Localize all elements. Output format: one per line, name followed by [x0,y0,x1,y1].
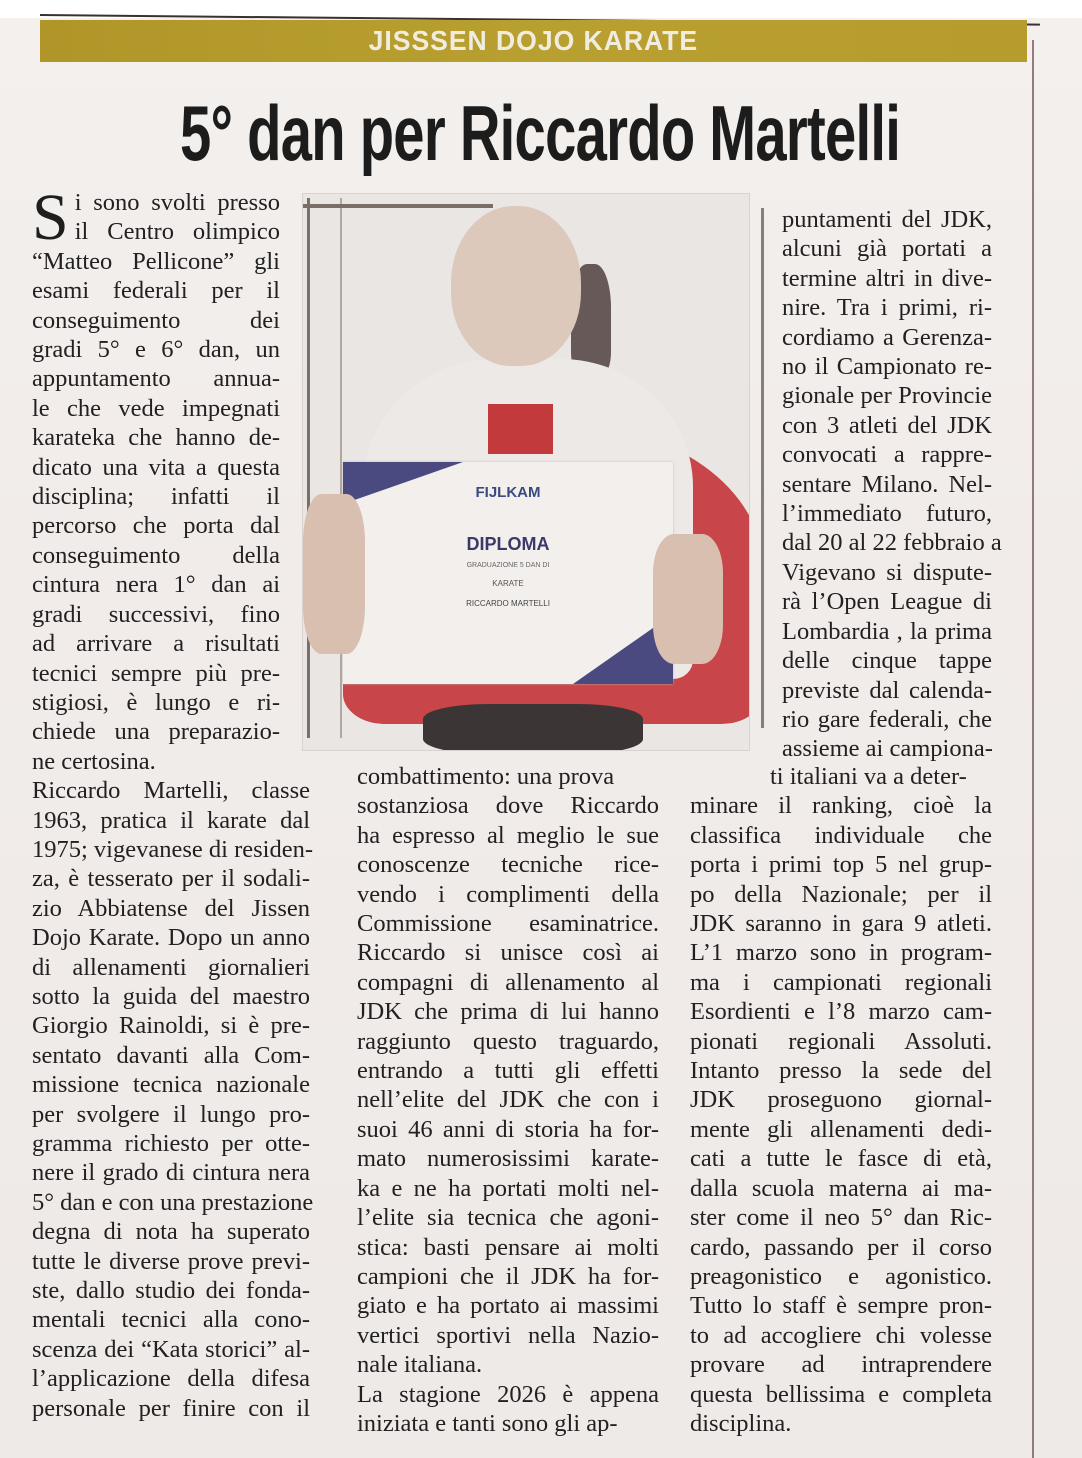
text-line: chiede una preparazio- [32,718,280,746]
text-line: appuntamento annua- [32,365,280,393]
text-line: puntamenti del JDK, [782,206,992,233]
text-line: Vigevano si disputе- [782,558,992,586]
clipping-right-edge [1032,40,1034,1458]
text-line: le che vede impegnati [32,394,280,422]
text-line: “Matteo Pellicone” gli [32,247,280,275]
text-line: entrando a tutti gli effetti [357,1057,659,1085]
door-frame-top [303,204,493,208]
text-line: tutte le diverse prove previ- [32,1247,310,1275]
person-head [451,206,581,366]
text-line: JDK proseguono giornal- [690,1086,992,1114]
text-line: di allenamenti giornalieri [32,953,310,981]
text-line: ka e ne ha portati molti nel- [357,1174,659,1202]
text-line: vertici sportivi nella Nazio- [357,1321,659,1349]
text-line: za, è tesserato per il sodali- [32,865,310,893]
text-line: conoscenze tecniche rice- [357,851,659,879]
text-line: campioni che il JDK ha for- [357,1262,659,1290]
text-line: mente gli allenamenti dedi- [690,1115,992,1143]
text-line: ti italiani va a deter- [770,763,967,790]
text-line: gionale per Provincie [782,382,992,410]
text-line: conseguimento della [32,541,280,569]
text-line: l’immediato futuro, [782,500,992,528]
text-line: L’1 marzo sono in program- [690,939,992,967]
column-rule [761,208,764,728]
text-line: 5° dan e con una prestazione [32,1188,314,1216]
text-line: nale italiana. [357,1351,483,1379]
text-line: ne certosina. [32,747,156,775]
text-line: ma i campionati regionali [690,968,992,996]
article-column-2 [357,762,659,1438]
text-line: po della Nazionale; per il [690,880,992,908]
text-line: conseguimento dei [32,306,280,334]
text-line: karateka che hanno de- [32,424,280,452]
text-line: con 3 atleti del JDK [782,411,992,439]
text-line: porta i primi top 5 nel grup- [690,851,992,879]
text-line: zio Abbiatense del Jissen [32,894,310,922]
text-line: il Centro olimpico [74,218,280,246]
diploma-subtitle: GRADUAZIONE 5 DAN DI [466,562,550,569]
text-line: Dojo Karate. Dopo un anno [32,924,310,952]
text-line: nere il grado di cintura nera [32,1159,310,1187]
diploma-discipline: KARATE [492,579,524,588]
text-line: termine altri in dive- [782,264,992,292]
text-line: cintura nera 1° dan ai [32,571,280,599]
text-line: Commissione esaminatrice. [357,910,659,938]
left-hand [303,494,365,654]
text-line: gradi 5° e 6° dan, un [32,336,280,364]
text-line: Tutto lo staff è sempre pron- [690,1292,992,1320]
text-line: giato e ha portato ai massimi [357,1292,659,1320]
text-line: sentato davanti alla Com- [32,1041,310,1069]
text-line: per svolgere il lungo pro- [32,1100,310,1128]
text-line: stigiosi, è lungo e ri- [32,688,280,716]
text-line: Riccardo si unisce così ai [357,939,659,967]
black-belt [423,704,643,751]
text-line: suoi 46 anni di storia ha for- [357,1115,659,1143]
text-line: rà l’Open League di [782,588,992,616]
text-line: cordiamo a Gerenza- [782,323,992,351]
text-line: preagonistico e agonistico. [690,1262,992,1290]
text-line: raggiunto questo traguardo, [357,1027,659,1055]
diploma-title: DIPLOMA [466,534,550,554]
text-line: alcuni già portati a [782,235,992,263]
text-line: JDK che prima di lui hanno [357,998,659,1026]
text-line: ha espresso al meglio le sue [357,821,659,849]
article-column-3-top [782,205,1002,764]
text-line: dicato una vita a questa [32,453,280,481]
text-line: ster come il neo 5° dan Ric- [690,1204,992,1232]
text-line: l’elite sia tecnica che agoni- [357,1204,659,1232]
article-photo [302,193,750,751]
text-line: gramma richiesto per otte- [32,1130,310,1157]
section-kicker-banner [40,20,1027,62]
article-column-3-bottom [690,762,992,1438]
text-line: sentare Milano. Nel- [782,470,992,498]
text-line: cardo, passando per il corso [690,1233,992,1261]
text-line: disciplina; infatti il [32,483,280,511]
text-line: rio gare federali, che [782,705,992,733]
text-line: tecnici sempre più pre- [32,659,280,687]
text-line: scenza dei “Kata storici” al- [32,1335,310,1363]
text-line: mato numerosissimi karate- [357,1145,659,1173]
text-line: questa bellissima e completa [690,1380,992,1408]
text-line: cati a tutte le fasce di età, [690,1145,992,1173]
text-line: La stagione 2026 è appena [357,1380,659,1408]
text-line: ad arrivare a risultati [32,630,280,658]
text-line: sotto la guida del maestro [32,982,310,1010]
text-line: esami federali per il [32,277,280,305]
text-line: minare il ranking, cioè la [690,792,992,820]
text-line: assieme ai campiona- [782,735,993,763]
text-line: Esordienti e l’8 marzo cam- [690,998,992,1026]
drop-cap: S [32,181,69,254]
diploma-logo: FIJLKAM [475,484,541,501]
text-line: sostanziosa dove Riccardo [357,792,659,820]
text-line: missione tecnica nazionale [32,1071,310,1099]
headline-text: 5° dan per Riccardo Martelli [179,88,901,177]
text-line: combattimento: una prova [357,763,615,790]
diploma-name: RICCARDO MARTELLI [466,599,550,608]
text-line: convocati a rappre- [782,441,992,469]
text-line: iniziata e tanti sono gli ap- [357,1409,618,1437]
article-column-1 [32,181,314,1423]
text-line: degna di nota ha superato [32,1218,310,1246]
text-line: Riccardo Martelli, classe [32,777,310,805]
text-line: to ad accogliere chi volesse [690,1321,992,1349]
text-line: no il Campionato re- [782,353,992,381]
text-line: nire. Tra i primi, ri- [782,294,992,322]
text-line: compagni di allenamento al [357,968,659,996]
text-line: nell’elite del JDK che con i [357,1086,659,1114]
text-line: percorso che porta dal [32,512,280,540]
text-line: delle cinque tappe [782,647,992,675]
text-line: vendo i complimenti della [357,880,659,908]
text-line: dalla scuola materna ai ma- [690,1174,992,1202]
text-line: 1963, pratica il karate dal [32,806,310,834]
red-shirt [488,404,553,454]
text-line: mentali tecnici alla cono- [32,1306,310,1334]
text-line: dal 20 al 22 febbraio a [782,529,1002,557]
text-line: Giorgio Rainoldi, si è pre- [32,1012,310,1040]
door-frame [307,198,342,738]
text-line: stica: basti pensare ai molti [357,1233,659,1261]
text-line: disciplina. [690,1409,792,1437]
text-line: Intanto presso la sede del [690,1057,992,1085]
text-line: personale per finire con il [32,1394,310,1422]
text-line: provare ad intraprendere [690,1351,992,1379]
article-headline [70,78,1010,188]
text-line: Lombardia , la prima [782,617,992,645]
text-line: JDK saranno in gara 9 atleti. [690,910,992,938]
text-line: previste dal calenda- [782,676,992,704]
kicker-text: JISSSEN DOJO KARATE [368,25,699,56]
text-line: 1975; vigevanese di residen- [32,835,313,863]
text-line: ste, dallo studio dei fonda- [32,1277,310,1305]
text-line: classifica individuale che [690,821,992,849]
text-line: l’applicazione della difesa [32,1365,310,1393]
text-line: pionati regionali Assoluti. [690,1027,992,1055]
text-line: i sono svolti presso [74,189,280,216]
text-line: gradi successivi, fino [32,600,280,628]
